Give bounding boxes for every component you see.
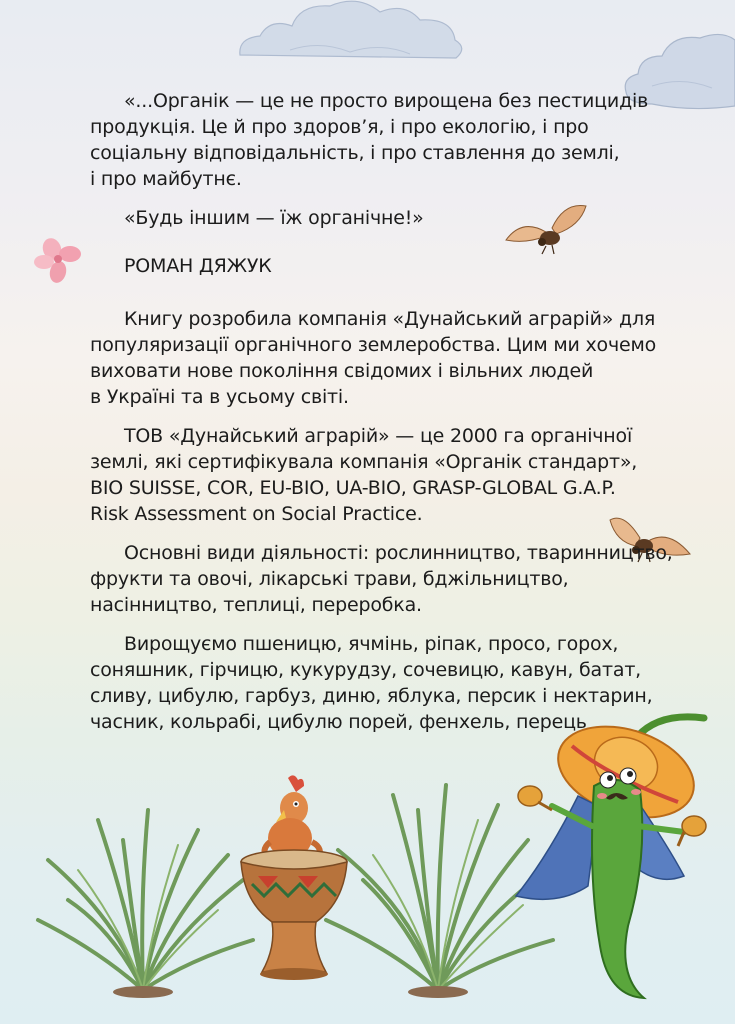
text-line: «...Органік — це не просто вирощена без пестицидів xyxy=(124,90,649,112)
text-line: часник, кольрабі, цибулю порей, фенхель, перець xyxy=(90,711,587,733)
text-line: Вирощуємо пшеницю, ячмінь, ріпак, просо, горох, xyxy=(124,633,619,655)
rooster-illustration xyxy=(264,775,320,860)
text-line: соняшник, гірчицю, кукурудзу, сочевицю, кавун, батат, xyxy=(90,659,642,681)
author-name: РОМАН ДЯЖУК xyxy=(124,255,272,277)
text-line: соціальну відповідальність, і про ставлення до землі, xyxy=(90,142,620,164)
text-line: BIO SUISSE, COR, EU-BIO, UA-BIO, GRASP-GLOBAL G.A.P. xyxy=(90,477,616,499)
text-line: Risk Assessment on Social Practice. xyxy=(90,503,423,525)
activities-paragraph xyxy=(90,540,673,618)
text-line: сливу, цибулю, гарбуз, диню, яблука, персик і нектарин, xyxy=(90,685,653,707)
text-line: фрукти та овочі, лікарські трави, бджільництво, xyxy=(90,568,569,590)
drum-illustration xyxy=(238,772,350,984)
page-text xyxy=(90,88,673,748)
text-line: і про майбутнє. xyxy=(90,168,242,190)
cloud-top-illustration xyxy=(230,0,470,70)
text-line: популяризації органічного землеробства. Цим ми хочемо xyxy=(90,334,657,356)
grass-left-illustration xyxy=(28,800,258,1000)
text-line: насінництво, теплиці, переробка. xyxy=(90,594,422,616)
company-paragraph xyxy=(90,306,657,410)
text-line: виховати нове покоління свідомих і вільних людей xyxy=(90,360,594,382)
pepper-character-illustration xyxy=(508,706,718,1006)
text-line: продукція. Це й про здоров’я, і про екологію, і про xyxy=(90,116,589,138)
flower-illustration xyxy=(32,236,86,286)
certification-paragraph xyxy=(90,423,650,527)
text-line: ТОВ «Дунайський аграрій» — це 2000 га органічної xyxy=(124,425,633,447)
text-line: Книгу розробила компанія «Дунайський аграрій» для xyxy=(124,308,656,330)
text-line: в Україні та в усьому світі. xyxy=(90,386,349,408)
quote-paragraph xyxy=(90,88,650,192)
text-line: землі, які сертифікувала компанія «Органік стандарт», xyxy=(90,451,638,473)
slogan: «Будь іншим — їж органічне!» xyxy=(124,207,424,229)
text-line: Основні види діяльності: рослинництво, тваринництво, xyxy=(124,542,673,564)
